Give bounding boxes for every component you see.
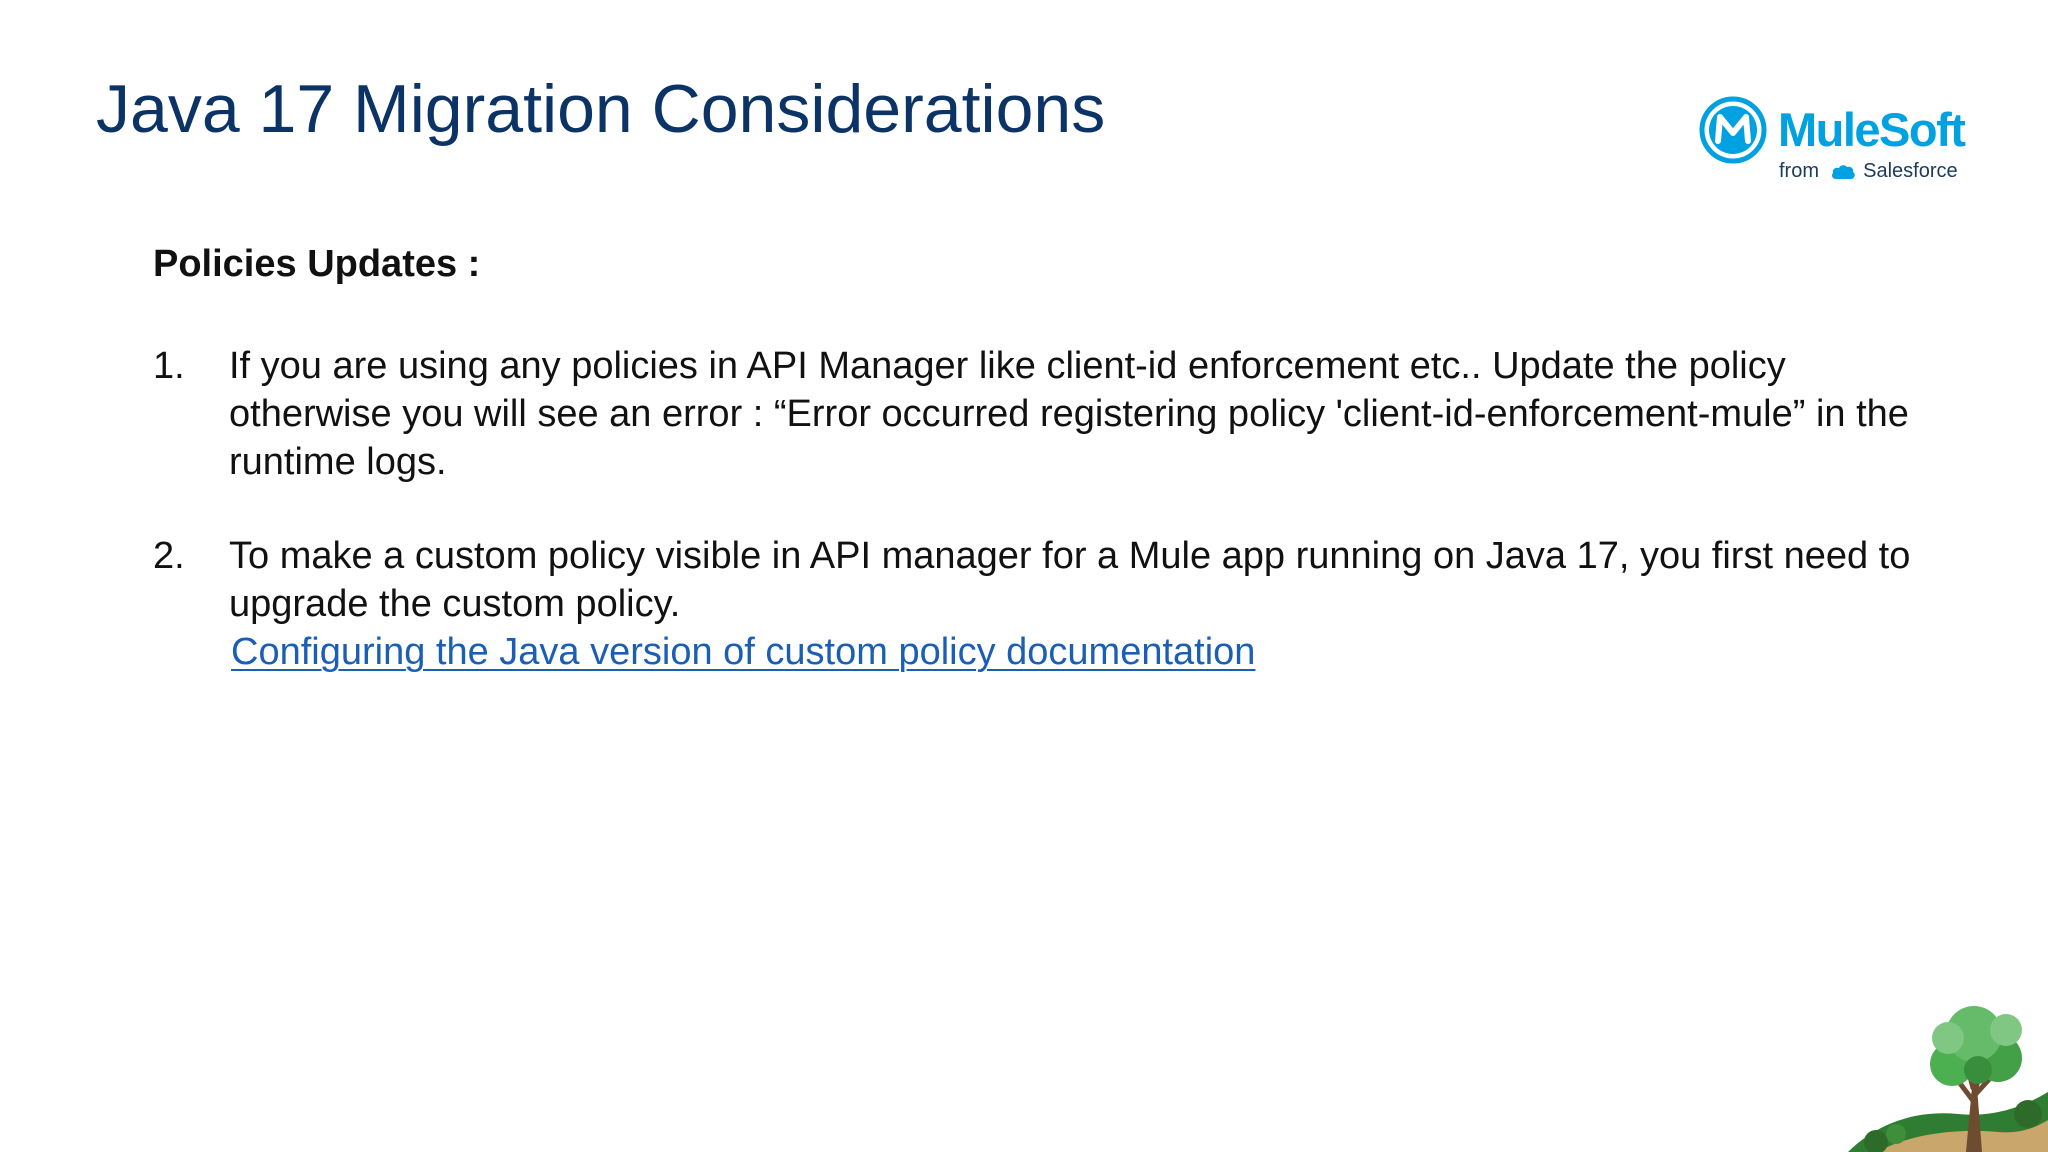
list-item — [153, 532, 1953, 676]
slide-content — [153, 240, 1953, 722]
list-item-number: 1. — [153, 345, 185, 387]
logo-from-salesforce — [1779, 160, 1958, 183]
tree-landscape-icon — [1848, 992, 2048, 1152]
list-item-text: If you are using any policies in API Manager like client-id enforcement etc.. Update the policy otherwise you will see an error : “Error occurred registering policy 'client-id-enforcement-mule” in the runtime logs. — [229, 345, 1909, 483]
salesforce-cloud-icon — [1830, 163, 1856, 181]
logo-wordmark: MuleSoft — [1778, 103, 1965, 156]
list-item — [153, 342, 1953, 486]
logo-from-text: from — [1779, 160, 1819, 183]
slide-title: Java 17 Migration Considerations — [96, 71, 1106, 147]
section-heading: Policies Updates : — [153, 243, 481, 285]
mulesoft-logo-icon — [1698, 95, 1768, 165]
custom-policy-docs-link[interactable]: Configuring the Java version of custom policy documentation — [231, 631, 1256, 673]
mulesoft-logo — [1695, 92, 1965, 187]
list-item-number: 2. — [153, 535, 185, 577]
list-item-text: To make a custom policy visible in API manager for a Mule app running on Java 17, you first need to upgrade the custom policy. — [229, 535, 1911, 625]
logo-brand-text: Salesforce — [1863, 160, 1958, 183]
